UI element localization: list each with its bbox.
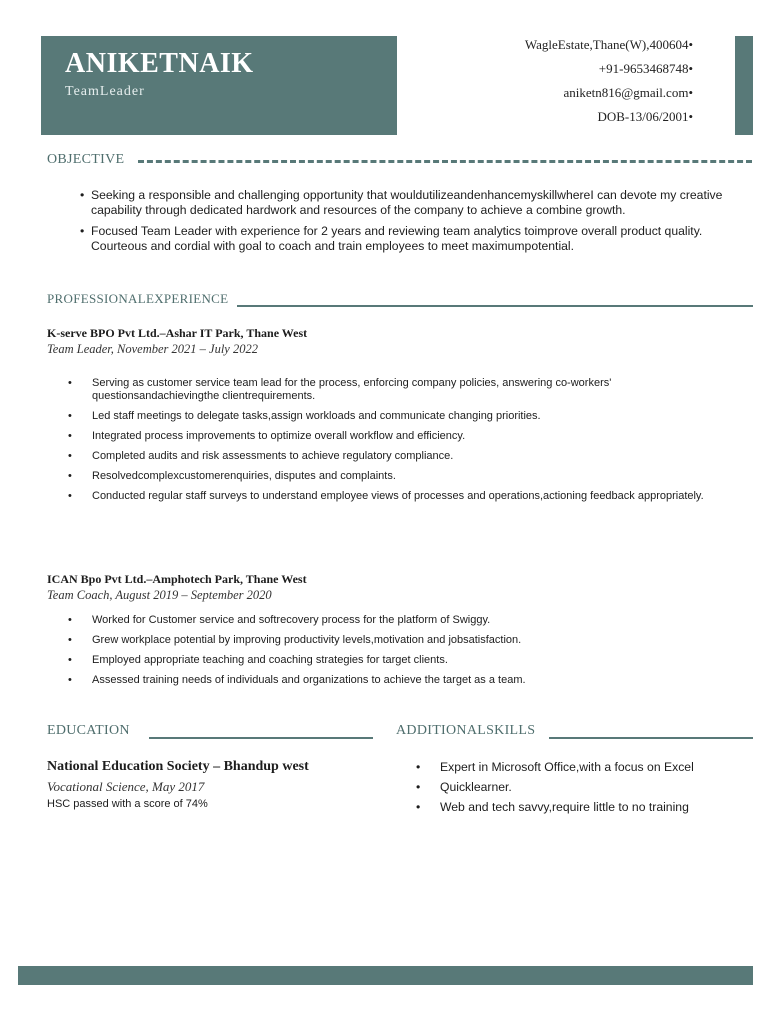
contact-block xyxy=(525,36,693,132)
contact-phone: +91-9653468748• xyxy=(598,61,693,76)
list-item: • Seeking a responsible and challenging opportunity that wouldutilizeandenhancemyskillwhereI can devote my creative capability through dedicated hardwork and resources of the company to achieve a combine growth. xyxy=(80,188,730,218)
objective-divider xyxy=(138,160,752,163)
candidate-name: ANIKETNAIK xyxy=(65,48,254,79)
education-heading: EDUCATION xyxy=(47,723,130,738)
contact-email: aniketn816@gmail.com• xyxy=(563,85,693,100)
contact-dob: DOB-13/06/2001• xyxy=(597,109,693,124)
list-item: • Led staff meetings to delegate tasks,assign workloads and communicate changing priorities. xyxy=(68,410,738,423)
list-item: • Worked for Customer service and softrecovery process for the platform of Swiggy. xyxy=(68,614,738,627)
name-banner xyxy=(41,36,397,135)
list-item: • Completed audits and risk assessments to achieve regulatory compliance. xyxy=(68,450,738,463)
contact-address: WagleEstate,Thane(W),400604• xyxy=(524,37,693,52)
list-item: • Employed appropriate teaching and coaching strategies for target clients. xyxy=(68,654,738,667)
list-item: • Integrated process improvements to optimize overall workflow and efficiency. xyxy=(68,430,738,443)
job-position: Team Leader, November 2021 – July 2022 xyxy=(47,342,258,356)
skills-heading: ADDITIONALSKILLS xyxy=(396,723,536,738)
job-bullets xyxy=(68,377,738,510)
education-note: HSC passed with a score of 74% xyxy=(47,798,208,810)
list-item: • Resolvedcomplexcustomerenquiries, disputes and complaints. xyxy=(68,470,738,483)
candidate-role: TeamLeader xyxy=(65,84,145,99)
experience-divider xyxy=(237,305,753,307)
objective-list xyxy=(80,188,730,260)
skills-divider xyxy=(549,737,753,739)
skills-list xyxy=(416,760,746,820)
list-item: • Focused Team Leader with experience for 2 years and reviewing team analytics toimprove overall product quality. Courteous and cordial with goal to coach and train employees to meet maximumpotential. xyxy=(80,224,730,254)
job-position: Team Coach, August 2019 – September 2020 xyxy=(47,588,272,602)
header-accent-bar xyxy=(735,36,753,135)
list-item: • Conducted regular staff surveys to understand employee views of processes and operations,actioning feedback appropriately. xyxy=(68,490,738,503)
footer-accent-bar xyxy=(18,966,753,985)
list-item: • Serving as customer service team lead for the process, enforcing company policies, answering co-workers' questionsandachievingthe clientrequirements. xyxy=(68,377,738,403)
list-item: • Quicklearner. xyxy=(416,780,746,795)
job-company: K-serve BPO Pvt Ltd.–Ashar IT Park, Thane West xyxy=(47,326,308,340)
objective-heading: OBJECTIVE xyxy=(47,152,132,168)
education-school: National Education Society – Bhandup west xyxy=(47,759,309,774)
experience-heading: PROFESSIONALEXPERIENCE xyxy=(47,291,229,306)
list-item: • Assessed training needs of individuals and organizations to achieve the target as a team. xyxy=(68,674,738,687)
job-company: ICAN Bpo Pvt Ltd.–Amphotech Park, Thane West xyxy=(47,572,307,586)
list-item: • Expert in Microsoft Office,with a focus on Excel xyxy=(416,760,746,775)
list-item: • Web and tech savvy,require little to no training xyxy=(416,800,746,815)
list-item: • Grew workplace potential by improving productivity levels,motivation and jobsatisfaction. xyxy=(68,634,738,647)
job-bullets xyxy=(68,614,738,694)
education-degree: Vocational Science, May 2017 xyxy=(47,779,205,794)
education-divider xyxy=(149,737,373,739)
